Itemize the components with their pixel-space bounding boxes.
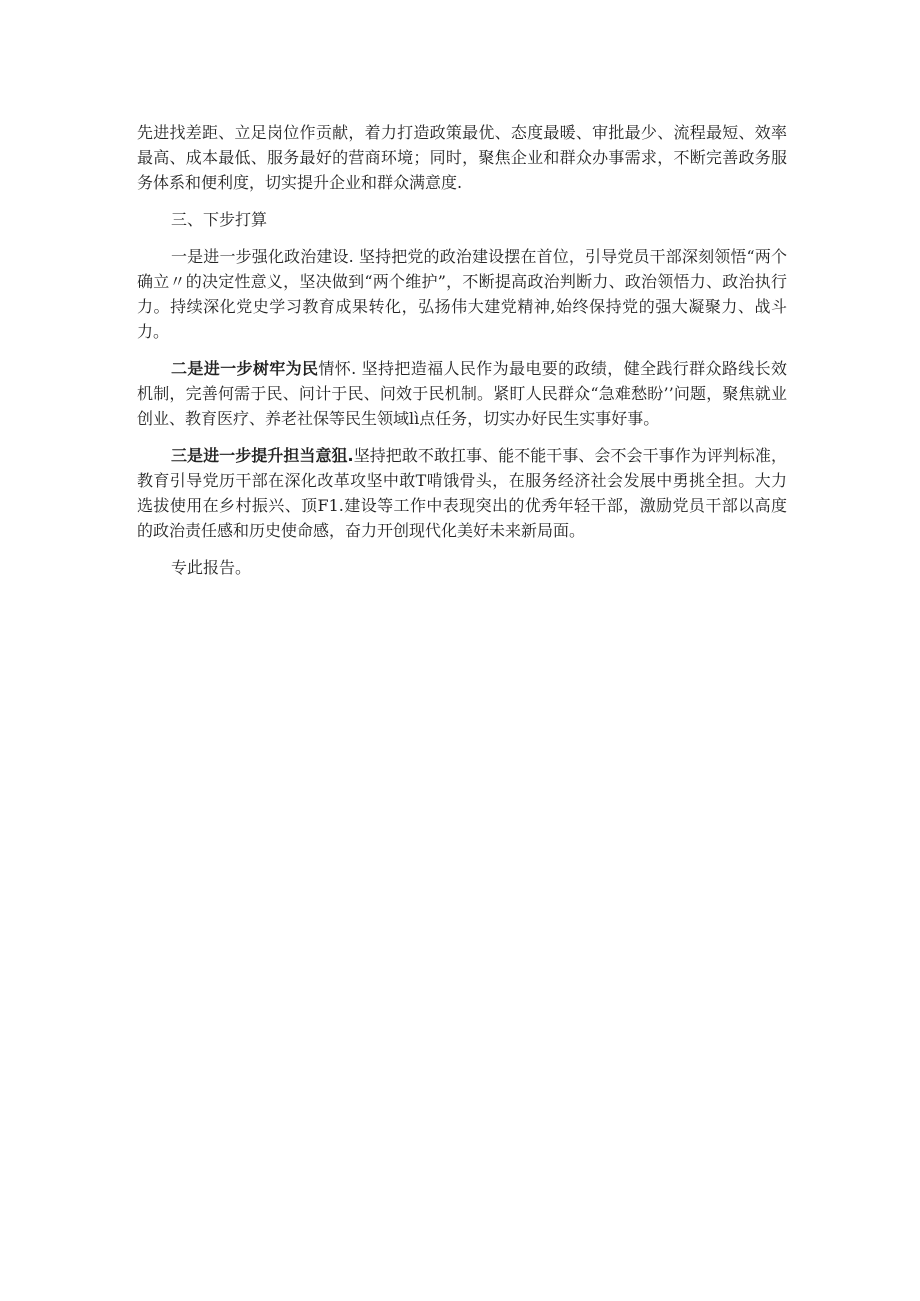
paragraph-people-first — [137, 356, 787, 431]
section-heading-text: 三、下步打算 — [171, 210, 268, 229]
paragraph-responsibility — [137, 443, 787, 543]
paragraph-text: 先进找差距、立足岗位作贡献，着力打造政策最优、态度最暖、审批最少、流程最短、效率最高、成本最低、服务最好的营商环境；同时，聚焦企业和群众办事需求，不断完善政务服务体系和便利度，切实提升企业和群众满意度. — [137, 123, 787, 192]
document-body — [137, 120, 787, 592]
paragraph-text: 情怀. 坚持把造福人民作为最电要的政绩，健全践行群众路线长效机制，完善何需于民、问计于民、问效于民机制。紧盯人民群众“急难愁盼’’问题，聚焦就业创业、教育医疗、养老社保等民生领域lì点任务，切实办好民生实事好事。 — [137, 359, 787, 428]
closing-text: 专此报告。 — [171, 558, 252, 577]
paragraph-political-building — [137, 244, 787, 344]
paragraph-text: 一是进一步强化政治建设. 坚持把党的政治建设摆在首位，引导党员干部深刻领悟“两个确立〃的决定性意义，坚决做到“两个维护”，不断提高政治判断力、政治领悟力、政治执行力。持续深化党史学习教育成果转化，弘扬伟大建党精神,始终保持党的强大凝聚力、战斗力。 — [137, 247, 787, 341]
closing-line — [137, 555, 787, 580]
paragraph-text: 坚持把敢不敢扛事、能不能干事、会不会干事作为评判标准，教育引导党历干部在深化改革攻坚中敢T啃饿骨头，在服务经济社会发展中勇挑全担。大力选拔使用在乡村振兴、顶F1.建设等工作中表现突出的优秀年轻干部，激励党员干部以高度的政治责任感和历史使命感，奋力开创现代化美好未来新局面。 — [137, 446, 787, 540]
paragraph-continuation — [137, 120, 787, 195]
paragraph-lead: 二是进一步树牢为民 — [171, 359, 319, 378]
section-heading — [137, 207, 787, 232]
paragraph-lead: 三是进一步提升担当意狙. — [171, 446, 354, 465]
